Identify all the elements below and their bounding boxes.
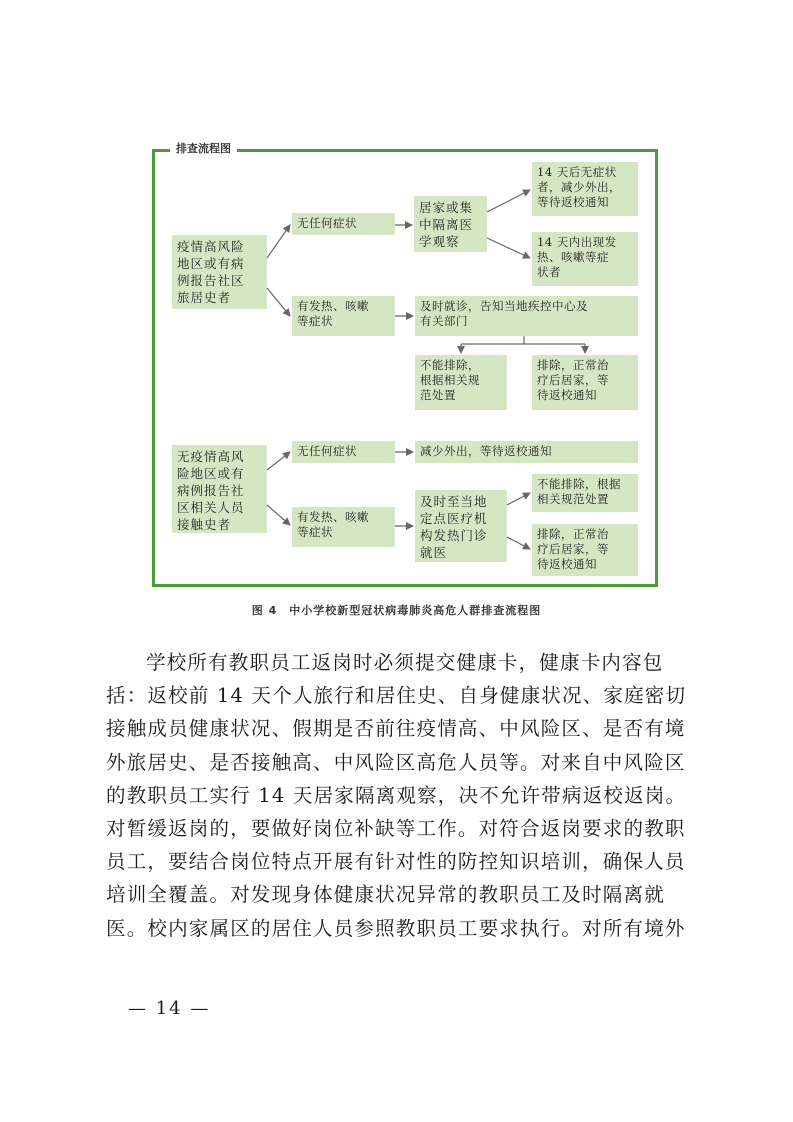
paragraph-line: 学校所有教职员工返岗时必须提交健康卡，健康卡内容包: [146, 651, 664, 674]
box-a-report: 及时就诊，告知当地疾控中心及 有关部门: [415, 296, 638, 336]
box-b-no-symptom: 无任何症状: [292, 441, 395, 463]
box-a-fever: 有发热、咳嗽 等症状: [292, 296, 395, 336]
page-number: — 14 —: [128, 998, 211, 1019]
flowchart-title: 排查流程图: [170, 140, 237, 158]
box-contact-source: 无疫情高风 险地区或有 病例报告社 区相关人员 接触史者: [172, 445, 267, 533]
box-a-isolation: 居家或集 中隔离医 学观察: [414, 196, 487, 252]
box-a-14day-ok: 14 天后无症状 者，减少外出， 等待返校通知: [532, 162, 638, 216]
box-b-clinic: 及时至当地 定点医疗机 构发热门诊 就医: [415, 490, 507, 562]
box-b-reduce: 减少外出，等待返校通知: [415, 441, 638, 463]
paragraph-line: 员工，要结合岗位特点开展有针对性的防控知识培训，确保人员: [106, 850, 686, 874]
paragraph-line: 医。校内家属区的居住人员参照教职员工要求执行。对所有境外: [106, 916, 686, 940]
paragraph-line: 外旅居史、是否接触高、中风险区高危人员等。对来自中风险区: [106, 750, 686, 774]
box-b-excluded: 排除，正常治 疗后居家，等 待返校通知: [532, 524, 638, 576]
box-a-not-excluded: 不能排除， 根据相关规 范处置: [415, 355, 507, 410]
paragraph-line: 的教职员工实行 14 天居家隔离观察，决不允许带病返校返岗。: [106, 783, 687, 807]
box-high-risk-source: 疫情高风险 地区或有病 例报告社区 旅居史者: [172, 235, 267, 309]
box-a-14day-fever: 14 天内出现发 热、咳嗽等症 状者: [532, 232, 638, 286]
box-b-fever: 有发热、咳嗽 等症状: [292, 507, 395, 547]
box-b-not-excluded: 不能排除，根据 相关规范处置: [532, 474, 638, 512]
paragraph-line: 培训全覆盖。对发现身体健康状况异常的教职员工及时隔离就: [106, 883, 665, 907]
box-a-excluded: 排除，正常治 疗后居家，等 待返校通知: [532, 355, 638, 410]
paragraph-line: 接触成员健康状况、假期是否前往疫情高、中风险区、是否有境: [106, 717, 686, 741]
box-a-no-symptom: 无任何症状: [292, 213, 395, 235]
body-paragraph: [106, 646, 706, 945]
paragraph-line: 括：返校前 14 天个人旅行和居住史、自身健康状况、家庭密切: [106, 684, 687, 708]
paragraph-line: 对暂缓返岗的，要做好岗位补缺等工作。对符合返岗要求的教职: [106, 816, 686, 840]
figure-caption: 图 4 中小学校新型冠状病毒肺炎高危人群排查流程图: [251, 604, 542, 617]
